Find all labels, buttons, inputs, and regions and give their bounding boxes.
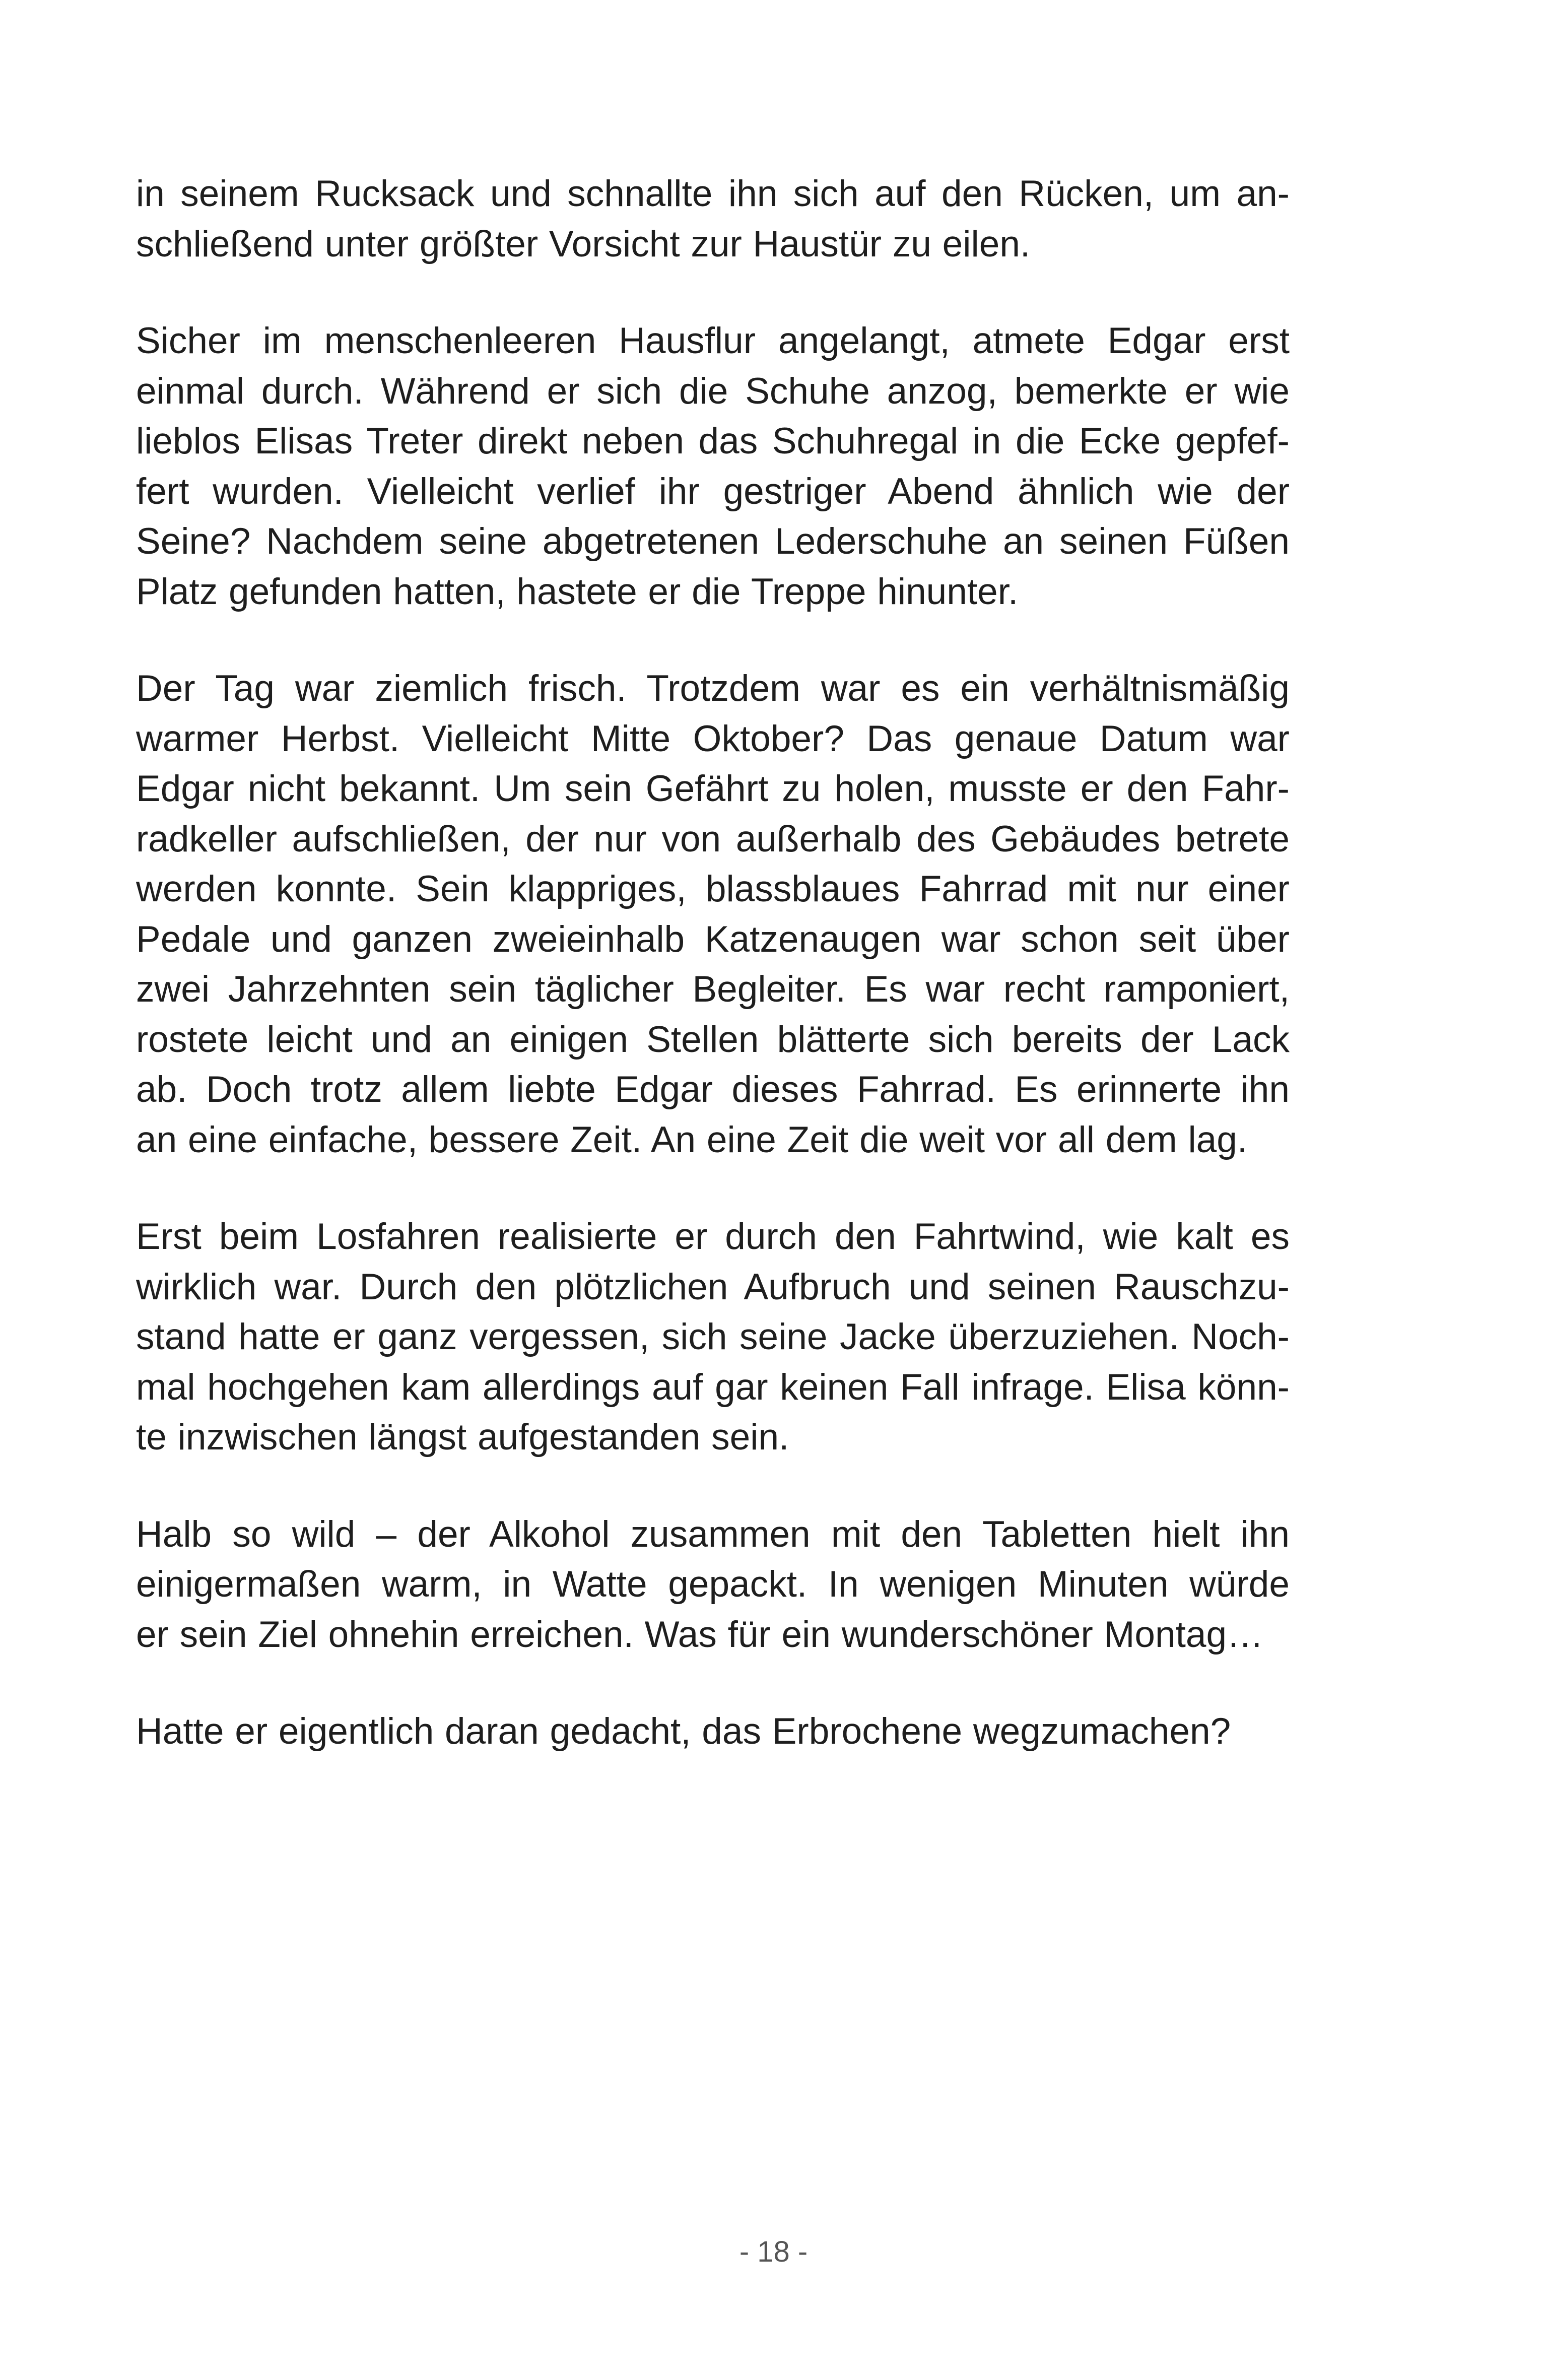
text-line: einmal durch. Während er sich die Schuhe anzog, bemerkte er wie — [136, 370, 1290, 412]
paragraph — [136, 664, 1290, 1165]
text-line: Seine? Nachdem seine abgetretenen Lederschuhe an seinen Füßen — [136, 521, 1290, 562]
text-line: schließend unter größter Vorsicht zur Haustür zu eilen. — [136, 223, 1031, 265]
text-line: er sein Ziel ohnehin erreichen. Was für ein wunderschöner Montag… — [136, 1614, 1264, 1655]
text-line: te inzwischen längst aufgestanden sein. — [136, 1417, 789, 1458]
text-line: wirklich war. Durch den plötzlichen Aufbruch und seinen Rauschzu- — [136, 1266, 1290, 1307]
text-line: stand hatte er ganz vergessen, sich seine Jacke überzuziehen. Noch- — [136, 1316, 1290, 1357]
text-line: Platz gefunden hatten, hastete er die Treppe hinunter. — [136, 571, 1019, 612]
body-text — [136, 169, 1290, 1804]
text-line: einigermaßen warm, in Watte gepackt. In wenigen Minuten würde — [136, 1564, 1290, 1605]
page-number: - 18 - — [739, 2235, 808, 2268]
text-line: fert wurden. Vielleicht verlief ihr gestriger Abend ähnlich wie der — [136, 471, 1290, 512]
text-line: Erst beim Losfahren realisierte er durch den Fahrtwind, wie kalt es — [136, 1216, 1290, 1257]
text-line: werden konnte. Sein klappriges, blassblaues Fahrrad mit nur einer — [136, 869, 1290, 909]
paragraph — [136, 1509, 1290, 1660]
text-line: Der Tag war ziemlich frisch. Trotzdem war es ein verhältnismäßig — [136, 668, 1290, 709]
text-line: Sicher im menschenleeren Hausflur angelangt, atmete Edgar erst — [136, 320, 1290, 361]
text-line: rostete leicht und an einigen Stellen blätterte sich bereits der Lack — [136, 1019, 1290, 1060]
text-line: ab. Doch trotz allem liebte Edgar dieses Fahrrad. Es erinnerte ihn — [136, 1069, 1290, 1110]
paragraph — [136, 316, 1290, 617]
text-line: lieblos Elisas Treter direkt neben das Schuhregal in die Ecke gepfef- — [136, 421, 1290, 461]
paragraph — [136, 1212, 1290, 1463]
text-line: warmer Herbst. Vielleicht Mitte Oktober? Das genaue Datum war — [136, 718, 1290, 759]
paragraph — [136, 1706, 1290, 1757]
text-line: an eine einfache, bessere Zeit. An eine Zeit die weit vor all dem lag. — [136, 1119, 1248, 1160]
text-line: Pedale und ganzen zweieinhalb Katzenaugen war schon seit über — [136, 918, 1290, 960]
text-line: Edgar nicht bekannt. Um sein Gefährt zu holen, musste er den Fahr- — [136, 768, 1290, 809]
text-line: zwei Jahrzehnten sein täglicher Begleiter. Es war recht ramponiert, — [136, 969, 1290, 1010]
text-line: Halb so wild – der Alkohol zusammen mit den Tabletten hielt ihn — [136, 1513, 1290, 1555]
text-line: mal hochgehen kam allerdings auf gar keinen Fall infrage. Elisa könn- — [136, 1366, 1290, 1408]
text-line: in seinem Rucksack und schnallte ihn sich auf den Rücken, um an- — [136, 173, 1290, 214]
paragraph — [136, 169, 1290, 269]
text-line: radkeller aufschließen, der nur von außerhalb des Gebäudes betrete — [136, 818, 1290, 860]
text-line: Hatte er eigentlich daran gedacht, das Erbrochene wegzumachen? — [136, 1711, 1231, 1752]
